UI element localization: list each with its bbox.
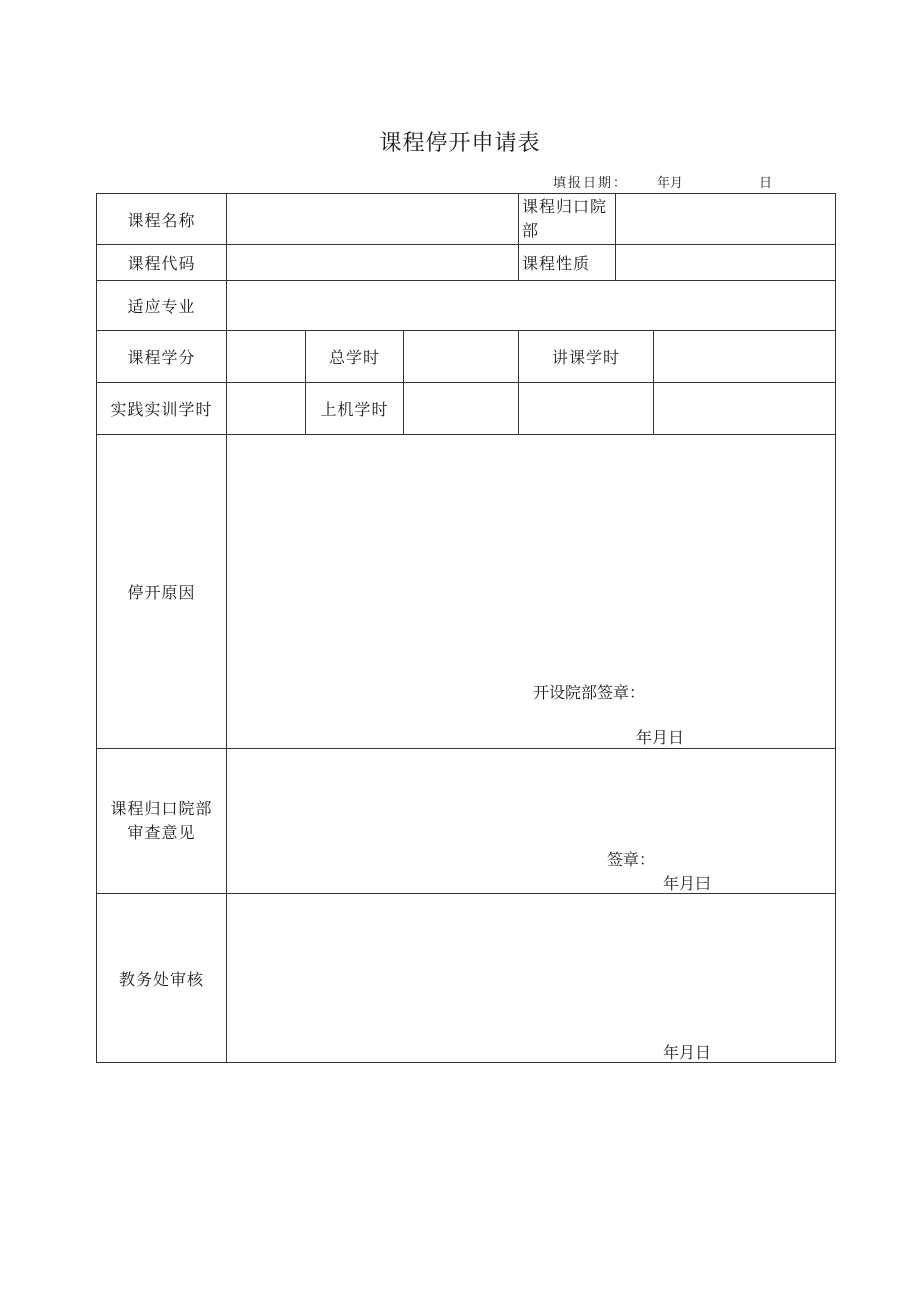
course-name-field[interactable] [227, 194, 519, 245]
practice-hours-label: 实践实训学时 [97, 383, 227, 435]
row-dept-review [97, 749, 836, 894]
course-code-field[interactable] [227, 245, 519, 281]
suspend-date: 年月日 [636, 728, 685, 747]
home-dept-label: 课程归口院部 [519, 194, 616, 245]
row-practice [97, 383, 836, 435]
course-nature-field[interactable] [616, 245, 836, 281]
fill-date-day: 日 [759, 176, 773, 191]
fill-date-label: 填报日期： [553, 176, 629, 191]
total-hours-field[interactable] [404, 331, 519, 383]
practice-hours-field[interactable] [227, 383, 306, 435]
lecture-hours-label: 讲课学时 [519, 331, 654, 383]
row-course-code [97, 245, 836, 281]
extra-field-cell[interactable] [654, 383, 836, 435]
course-code-label: 课程代码 [97, 245, 227, 281]
course-name-label: 课程名称 [97, 194, 227, 245]
extra-label-cell[interactable] [519, 383, 654, 435]
row-academic-review [97, 894, 836, 1063]
dept-review-field[interactable] [227, 749, 836, 894]
dept-review-date: 年月曰 [663, 874, 712, 893]
suspend-sign-label: 开设院部签章： [533, 683, 646, 702]
home-dept-field[interactable] [616, 194, 836, 245]
lecture-hours-field[interactable] [654, 331, 836, 383]
dept-review-sign-label: 签章： [607, 850, 656, 869]
academic-review-date: 年月日 [663, 1043, 712, 1062]
computer-hours-label: 上机学时 [306, 383, 404, 435]
application-form-table [96, 193, 836, 1063]
suspend-reason-label: 停开原因 [97, 435, 227, 749]
row-course-name [97, 194, 836, 245]
credits-label: 课程学分 [97, 331, 227, 383]
major-label: 适应专业 [97, 281, 227, 331]
row-credits [97, 331, 836, 383]
row-suspend-reason [97, 435, 836, 749]
fill-date-year-month: 年月 [657, 176, 684, 191]
total-hours-label: 总学时 [306, 331, 404, 383]
row-major [97, 281, 836, 331]
dept-review-label: 课程归口院部审查意见 [97, 749, 227, 894]
course-nature-label: 课程性质 [519, 245, 616, 281]
credits-field[interactable] [227, 331, 306, 383]
suspend-reason-field[interactable] [227, 435, 836, 749]
major-field[interactable] [227, 281, 836, 331]
academic-review-field[interactable] [227, 894, 836, 1063]
computer-hours-field[interactable] [404, 383, 519, 435]
form-title: 课程停开申请表 [379, 131, 541, 156]
academic-review-label: 教务处审核 [97, 894, 227, 1063]
